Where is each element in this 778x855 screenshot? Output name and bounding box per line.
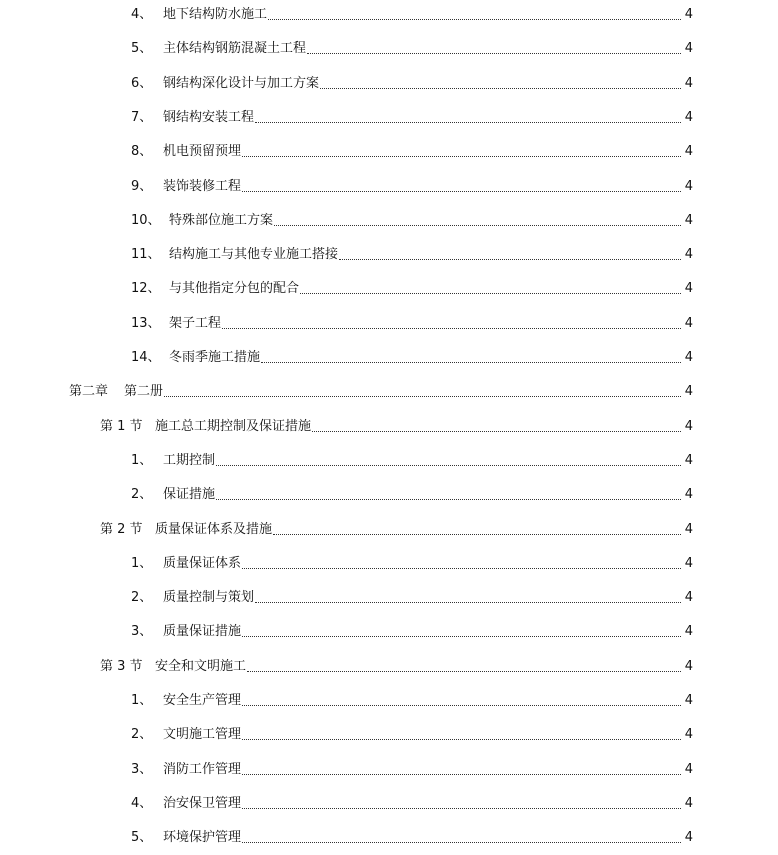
toc-entry[interactable] xyxy=(131,449,693,469)
toc-entry[interactable] xyxy=(131,106,693,126)
toc-entry-number: 4、 xyxy=(131,7,153,22)
dot-leader xyxy=(339,258,681,260)
dot-leader xyxy=(255,601,681,603)
dot-leader xyxy=(255,121,681,123)
toc-entry-title: 与其他指定分包的配合 xyxy=(169,281,300,296)
toc-entry-title: 架子工程 xyxy=(169,316,222,331)
toc-entry-number: 13、 xyxy=(131,316,161,331)
toc-entry[interactable] xyxy=(69,380,693,400)
toc-entry[interactable] xyxy=(100,655,693,675)
dot-leader xyxy=(307,52,681,54)
toc-entry-title: 环境保护管理 xyxy=(163,830,242,845)
toc-entry-number: 3、 xyxy=(131,762,153,777)
toc-entry-number: 2、 xyxy=(131,487,153,502)
dot-leader xyxy=(242,635,681,637)
toc-entry[interactable] xyxy=(100,518,693,538)
dot-leader xyxy=(242,841,681,843)
toc-entry-page-number: 4 xyxy=(684,281,693,296)
dot-leader xyxy=(242,567,681,569)
toc-entry-title: 装饰装修工程 xyxy=(163,179,242,194)
toc-entry-page-number: 4 xyxy=(684,213,693,228)
toc-entry-number: 10、 xyxy=(131,213,161,228)
toc-entry-title: 工期控制 xyxy=(163,453,216,468)
toc-entry-page-number: 4 xyxy=(684,762,693,777)
dot-leader xyxy=(242,807,681,809)
toc-entry-number: 7、 xyxy=(131,110,153,125)
toc-entry-number: 5、 xyxy=(131,830,153,845)
toc-entry-title: 冬雨季施工措施 xyxy=(169,350,261,365)
toc-entry[interactable] xyxy=(131,483,693,503)
toc-entry[interactable] xyxy=(131,723,693,743)
toc-entry-number: 12、 xyxy=(131,281,161,296)
dot-leader xyxy=(300,292,681,294)
toc-entry[interactable] xyxy=(131,758,693,778)
toc-entry-page-number: 4 xyxy=(684,624,693,639)
toc-entry[interactable] xyxy=(131,37,693,57)
toc-entry-page-number: 4 xyxy=(684,384,693,399)
toc-entry-title: 治安保卫管理 xyxy=(163,796,242,811)
toc-entry-number: 9、 xyxy=(131,179,153,194)
toc-entry-title: 质量保证措施 xyxy=(163,624,242,639)
toc-entry-page-number: 4 xyxy=(684,76,693,91)
toc-entry-title: 施工总工期控制及保证措施 xyxy=(155,419,312,434)
toc-entry-title: 地下结构防水施工 xyxy=(163,7,268,22)
toc-entry-number: 14、 xyxy=(131,350,161,365)
toc-entry-title: 主体结构钢筋混凝土工程 xyxy=(163,41,307,56)
toc-entry[interactable] xyxy=(100,415,693,435)
toc-entry-title: 质量保证体系及措施 xyxy=(155,522,273,537)
toc-entry-number: 1、 xyxy=(131,556,153,571)
toc-entry-page-number: 4 xyxy=(684,487,693,502)
toc-entry[interactable] xyxy=(131,586,693,606)
toc-entry-page-number: 4 xyxy=(684,522,693,537)
toc-entry-page-number: 4 xyxy=(684,556,693,571)
toc-entry-title: 钢结构安装工程 xyxy=(163,110,255,125)
toc-entry[interactable] xyxy=(131,620,693,640)
toc-entry-title: 文明施工管理 xyxy=(163,727,242,742)
toc-entry-number: 1、 xyxy=(131,453,153,468)
dot-leader xyxy=(274,224,681,226)
toc-entry-title: 钢结构深化设计与加工方案 xyxy=(163,76,320,91)
toc-entry-page-number: 4 xyxy=(684,830,693,845)
toc-entry[interactable] xyxy=(131,346,693,366)
toc-entry-title: 结构施工与其他专业施工搭接 xyxy=(169,247,339,262)
toc-entry-title: 质量保证体系 xyxy=(163,556,242,571)
toc-entry[interactable] xyxy=(131,209,693,229)
toc-entry-page-number: 4 xyxy=(684,453,693,468)
toc-entry[interactable] xyxy=(131,552,693,572)
dot-leader xyxy=(320,87,681,89)
dot-leader xyxy=(273,533,681,535)
toc-entry-page-number: 4 xyxy=(684,41,693,56)
toc-entry-number: 1、 xyxy=(131,693,153,708)
toc-entry-number: 第 1 节 xyxy=(100,419,143,434)
dot-leader xyxy=(164,395,681,397)
dot-leader xyxy=(242,704,681,706)
toc-entry[interactable] xyxy=(131,140,693,160)
toc-entry-title: 安全和文明施工 xyxy=(155,659,247,674)
toc-entry[interactable] xyxy=(131,72,693,92)
toc-entry[interactable] xyxy=(131,792,693,812)
dot-leader xyxy=(222,327,681,329)
toc-entry[interactable] xyxy=(131,826,693,846)
toc-entry-page-number: 4 xyxy=(684,316,693,331)
toc-entry-page-number: 4 xyxy=(684,7,693,22)
toc-entry-page-number: 4 xyxy=(684,144,693,159)
toc-entry-page-number: 4 xyxy=(684,590,693,605)
dot-leader xyxy=(242,190,681,192)
toc-entry-page-number: 4 xyxy=(684,350,693,365)
dot-leader xyxy=(268,18,681,20)
toc-entry-number: 第二章 xyxy=(69,384,109,399)
toc-entry-title: 第二册 xyxy=(124,384,164,399)
toc-entry-page-number: 4 xyxy=(684,796,693,811)
toc-entry-number: 第 3 节 xyxy=(100,659,143,674)
toc-entry-page-number: 4 xyxy=(684,419,693,434)
toc-entry-number: 4、 xyxy=(131,796,153,811)
dot-leader xyxy=(242,155,681,157)
toc-entry-number: 8、 xyxy=(131,144,153,159)
toc-entry-page-number: 4 xyxy=(684,727,693,742)
toc-entry-title: 特殊部位施工方案 xyxy=(169,213,274,228)
toc-entry-page-number: 4 xyxy=(684,693,693,708)
toc-entry[interactable] xyxy=(131,175,693,195)
toc-entry-title: 保证措施 xyxy=(163,487,216,502)
dot-leader xyxy=(261,361,681,363)
toc-entry-number: 第 2 节 xyxy=(100,522,143,537)
dot-leader xyxy=(216,498,681,500)
toc-entry-title: 质量控制与策划 xyxy=(163,590,255,605)
toc-entry-number: 2、 xyxy=(131,727,153,742)
dot-leader xyxy=(312,430,681,432)
dot-leader xyxy=(242,773,681,775)
toc-entry-title: 安全生产管理 xyxy=(163,693,242,708)
toc-entry[interactable] xyxy=(131,689,693,709)
toc-entry-number: 5、 xyxy=(131,41,153,56)
toc-entry[interactable] xyxy=(131,3,693,23)
dot-leader xyxy=(247,670,681,672)
toc-entry-title: 消防工作管理 xyxy=(163,762,242,777)
dot-leader xyxy=(242,738,681,740)
toc-entry[interactable] xyxy=(131,277,693,297)
toc-entry-title: 机电预留预埋 xyxy=(163,144,242,159)
toc-entry-number: 2、 xyxy=(131,590,153,605)
toc-entry-page-number: 4 xyxy=(684,179,693,194)
toc-entry[interactable] xyxy=(131,312,693,332)
toc-entry-page-number: 4 xyxy=(684,110,693,125)
toc-entry-number: 3、 xyxy=(131,624,153,639)
toc-entry-page-number: 4 xyxy=(684,659,693,674)
dot-leader xyxy=(216,464,681,466)
toc-entry[interactable] xyxy=(131,243,693,263)
toc-entry-number: 6、 xyxy=(131,76,153,91)
toc-entry-number: 11、 xyxy=(131,247,161,262)
toc-entry-page-number: 4 xyxy=(684,247,693,262)
